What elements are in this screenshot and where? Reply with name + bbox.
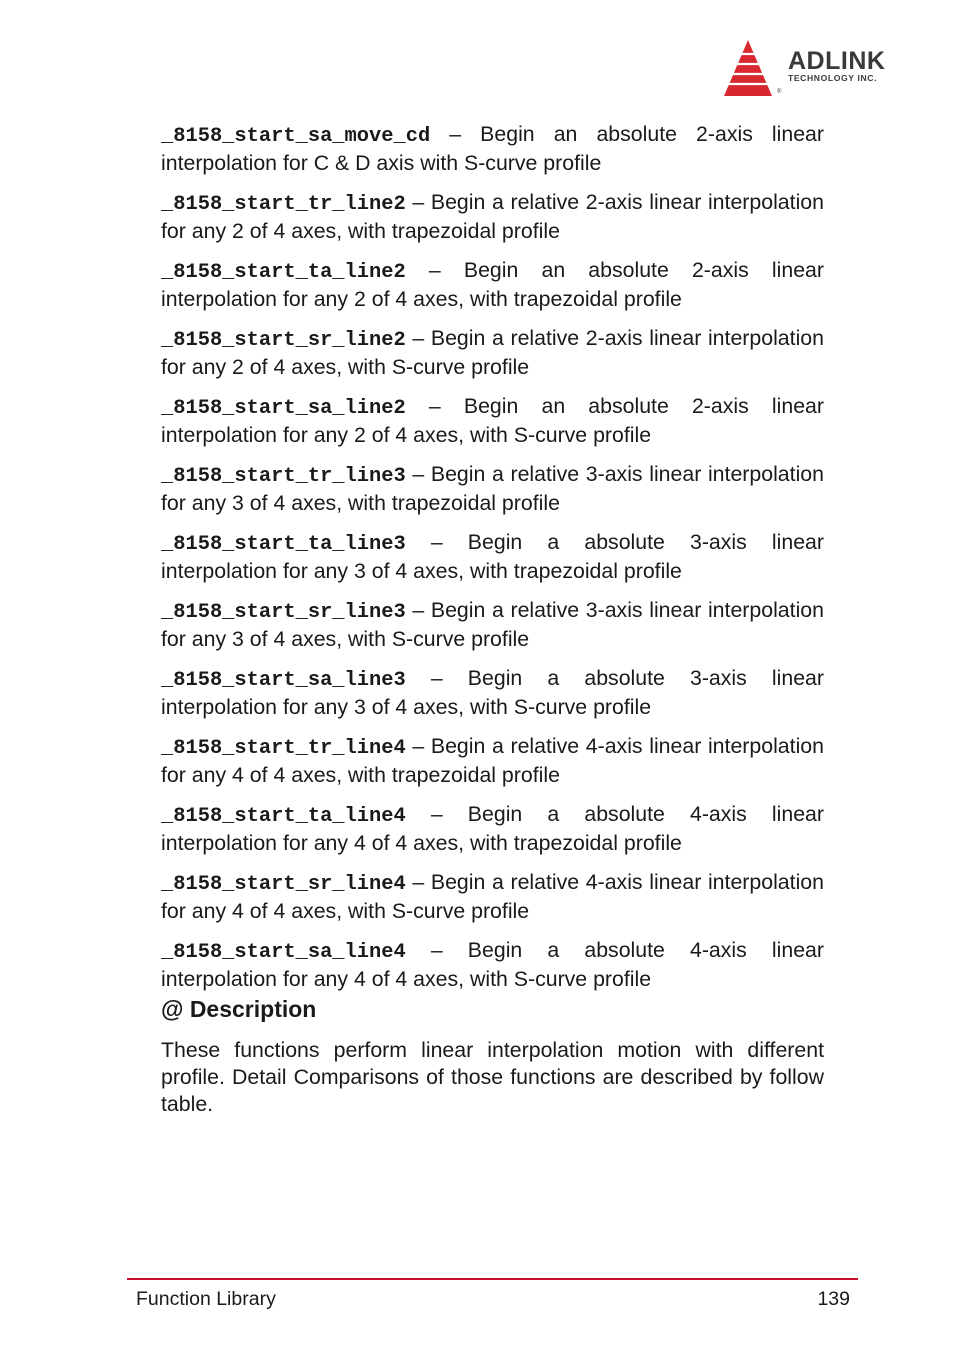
function-entry (161, 665, 824, 721)
description-body: These functions perform linear interpolation motion with different profile. Detail Comparisons of those functions are described by follow table. (161, 1038, 824, 1116)
function-description: – Begin a relative 2-axis linear interpolation for any 2 of 4 axes, with S-curve profile (161, 326, 824, 379)
function-list (161, 121, 824, 1005)
logo-brand-text: ADLINK (788, 47, 886, 75)
adlink-triangle-icon (722, 38, 782, 100)
footer-section-title: Function Library (136, 1288, 276, 1310)
logo-subtitle: TECHNOLOGY INC. (788, 73, 878, 83)
function-description: – Begin an absolute 2-axis linear interpolation for any 2 of 4 axes, with trapezoidal profile (161, 258, 824, 311)
function-description: – Begin a relative 3-axis linear interpolation for any 3 of 4 axes, with trapezoidal profile (161, 462, 824, 515)
function-name: _8158_start_sa_line3 (161, 669, 406, 692)
function-name: _8158_start_tr_line3 (161, 465, 406, 488)
function-entry (161, 801, 824, 857)
function-entry (161, 529, 824, 585)
logo-registered-mark: ® (777, 89, 782, 95)
function-name: _8158_start_ta_line2 (161, 261, 406, 284)
function-name: _8158_start_sa_line2 (161, 397, 406, 420)
function-description: – Begin a absolute 3-axis linear interpolation for any 3 of 4 axes, with trapezoidal profile (161, 530, 824, 583)
function-description: – Begin an absolute 2-axis linear interpolation for C & D axis with S-curve profile (161, 122, 824, 175)
function-description: – Begin an absolute 2-axis linear interpolation for any 2 of 4 axes, with S-curve profile (161, 394, 824, 447)
function-name: _8158_start_sr_line2 (161, 329, 406, 352)
function-entry (161, 869, 824, 925)
function-name: _8158_start_sa_line4 (161, 941, 406, 964)
function-entry (161, 461, 824, 517)
function-name: _8158_start_sa_move_cd (161, 125, 431, 148)
function-description: – Begin a absolute 3-axis linear interpolation for any 3 of 4 axes, with S-curve profile (161, 666, 824, 719)
function-name: _8158_start_tr_line2 (161, 193, 406, 216)
page-number: 139 (817, 1288, 850, 1310)
function-description: – Begin a relative 4-axis linear interpolation for any 4 of 4 axes, with trapezoidal profile (161, 734, 824, 787)
adlink-logo (722, 38, 912, 100)
function-description: – Begin a relative 2-axis linear interpolation for any 2 of 4 axes, with trapezoidal profile (161, 190, 824, 243)
function-entry (161, 393, 824, 449)
footer-divider (127, 1278, 858, 1280)
function-entry (161, 257, 824, 313)
function-entry (161, 121, 824, 177)
function-name: _8158_start_sr_line3 (161, 601, 406, 624)
function-name: _8158_start_ta_line3 (161, 533, 406, 556)
function-entry (161, 189, 824, 245)
function-description: – Begin a absolute 4-axis linear interpolation for any 4 of 4 axes, with S-curve profile (161, 938, 824, 991)
function-description: – Begin a relative 3-axis linear interpolation for any 3 of 4 axes, with S-curve profile (161, 598, 824, 651)
function-description: – Begin a relative 4-axis linear interpolation for any 4 of 4 axes, with S-curve profile (161, 870, 824, 923)
description-heading: @ Description (161, 996, 317, 1022)
function-entry (161, 733, 824, 789)
function-entry (161, 937, 824, 993)
function-name: _8158_start_sr_line4 (161, 873, 406, 896)
function-name: _8158_start_tr_line4 (161, 737, 406, 760)
function-entry (161, 325, 824, 381)
function-entry (161, 597, 824, 653)
function-name: _8158_start_ta_line4 (161, 805, 406, 828)
function-description: – Begin a absolute 4-axis linear interpolation for any 4 of 4 axes, with trapezoidal profile (161, 802, 824, 855)
